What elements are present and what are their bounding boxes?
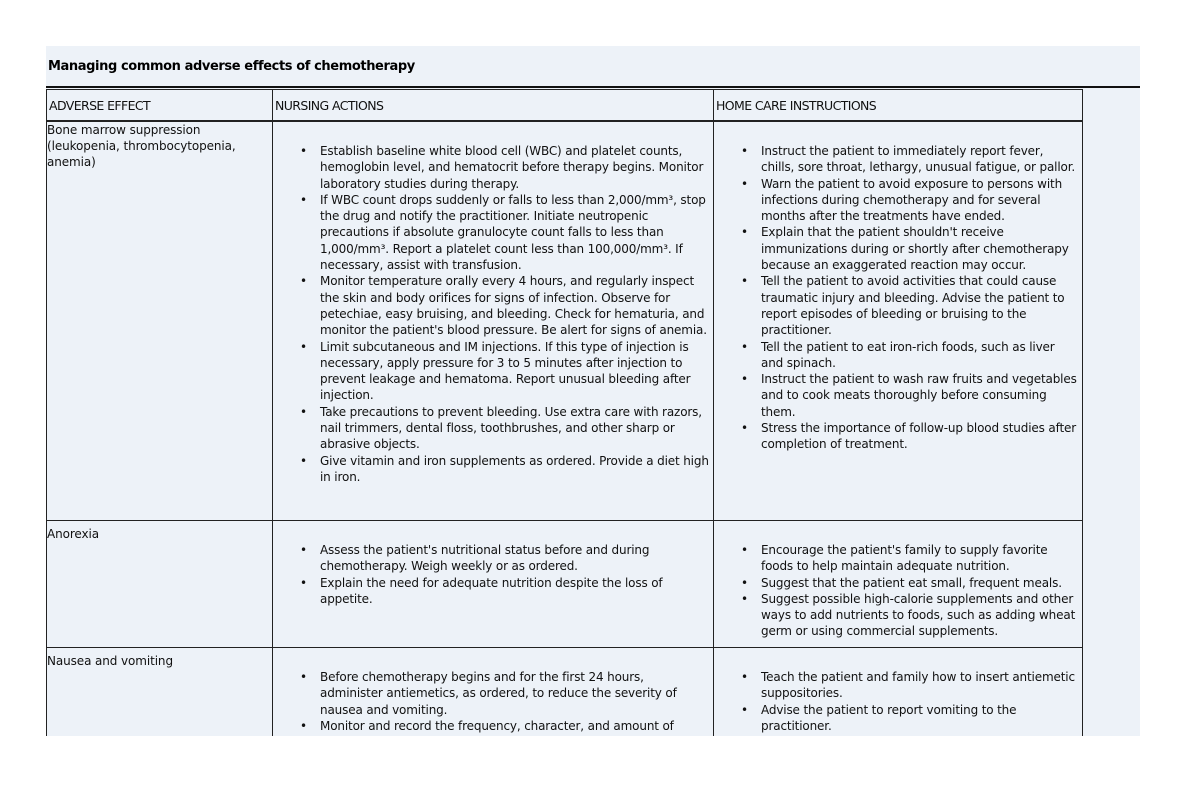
list-item: • Teach the patient and family how to insert antiemetic suppositories. (714, 669, 1082, 702)
document-page (46, 46, 1140, 736)
home-care-list (714, 542, 1082, 640)
list-item: • Tell the patient to eat iron-rich foods, such as liver and spinach. (714, 339, 1082, 372)
list-item: • Suggest that the patient eat small, frequent meals. (714, 575, 1082, 591)
list-item: • Instruct the patient to immediately report fever, chills, sore throat, lethargy, unusual fatigue, or pallor. (714, 143, 1082, 176)
adverse-effects-table (46, 89, 1083, 736)
list-item: • Before chemotherapy begins and for the first 24 hours, administer antiemetics, as ordered, to reduce the severity of nausea and vomiting. (273, 669, 713, 718)
list-item: • Explain the need for adequate nutrition despite the loss of appetite. (273, 575, 713, 608)
effect-cell: Anorexia (47, 521, 273, 648)
list-item: • Suggest possible high-calorie supplements and other ways to add nutrients to foods, such as adding wheat germ or using commercial supplements. (714, 591, 1082, 640)
list-item: • Give vitamin and iron supplements as ordered. Provide a diet high in iron. (273, 453, 713, 486)
list-item: • Encourage the patient's family to supply favorite foods to help maintain adequate nutrition. (714, 542, 1082, 575)
list-item: • Assess the patient's nutritional status before and during chemotherapy. Weigh weekly or as ordered. (273, 542, 713, 575)
nursing-actions-cell (273, 521, 714, 648)
title-bar (46, 46, 1140, 88)
list-item: • Stress the importance of follow-up blood studies after completion of treatment. (714, 420, 1082, 453)
home-care-list (714, 669, 1082, 734)
header-nursing-actions: NURSING ACTIONS (273, 90, 714, 122)
home-care-cell (714, 648, 1083, 737)
page-title: Managing common adverse effects of chemotherapy (48, 59, 415, 74)
list-item: • Tell the patient to avoid activities that could cause traumatic injury and bleeding. Advise the patient to report episodes of bleeding or bruising to the practitioner. (714, 273, 1082, 338)
nursing-actions-cell (273, 648, 714, 737)
table-row (47, 121, 1083, 521)
nursing-actions-cell (273, 121, 714, 521)
table-header-row (47, 90, 1083, 122)
effect-cell: Bone marrow suppression (leukopenia, thrombocytopenia, anemia) (47, 121, 273, 521)
table-row (47, 648, 1083, 737)
list-item: • Take precautions to prevent bleeding. Use extra care with razors, nail trimmers, dental floss, toothbrushes, and other sharp or abrasive objects. (273, 404, 713, 453)
effect-cell: Nausea and vomiting (47, 648, 273, 737)
list-item: • Monitor and record the frequency, character, and amount of (273, 718, 713, 734)
list-item: • Monitor temperature orally every 4 hours, and regularly inspect the skin and body orifices for signs of infection. Observe for petechiae, easy bruising, and bleeding. Check for hematuria, and monitor the patient's blood pressure. Be alert for signs of anemia. (273, 273, 713, 338)
nursing-actions-list (273, 143, 713, 485)
nursing-actions-list (273, 669, 713, 734)
list-item: • Warn the patient to avoid exposure to persons with infections during chemotherapy and for several months after the treatments have ended. (714, 176, 1082, 225)
list-item: • Advise the patient to report vomiting to the practitioner. (714, 702, 1082, 735)
home-care-cell (714, 521, 1083, 648)
nursing-actions-list (273, 542, 713, 607)
table-row (47, 521, 1083, 648)
list-item: • Establish baseline white blood cell (WBC) and platelet counts, hemoglobin level, and hematocrit before therapy begins. Monitor laboratory studies during therapy. (273, 143, 713, 192)
list-item: • Limit subcutaneous and IM injections. If this type of injection is necessary, apply pressure for 3 to 5 minutes after injection to prevent leakage and hematoma. Report unusual bleeding after injection. (273, 339, 713, 404)
header-home-care: HOME CARE INSTRUCTIONS (714, 90, 1083, 122)
home-care-list (714, 143, 1082, 453)
header-adverse-effect: ADVERSE EFFECT (47, 90, 273, 122)
list-item: • Instruct the patient to wash raw fruits and vegetables and to cook meats thoroughly before consuming them. (714, 371, 1082, 420)
list-item: • If WBC count drops suddenly or falls to less than 2,000/mm³, stop the drug and notify the practitioner. Initiate neutropenic precautions if absolute granulocyte count falls to less than 1,000/mm³. Report a platelet count less than 100,000/mm³. If necessary, assist with transfusion. (273, 192, 713, 273)
home-care-cell (714, 121, 1083, 521)
list-item: • Explain that the patient shouldn't receive immunizations during or shortly after chemotherapy because an exaggerated reaction may occur. (714, 224, 1082, 273)
